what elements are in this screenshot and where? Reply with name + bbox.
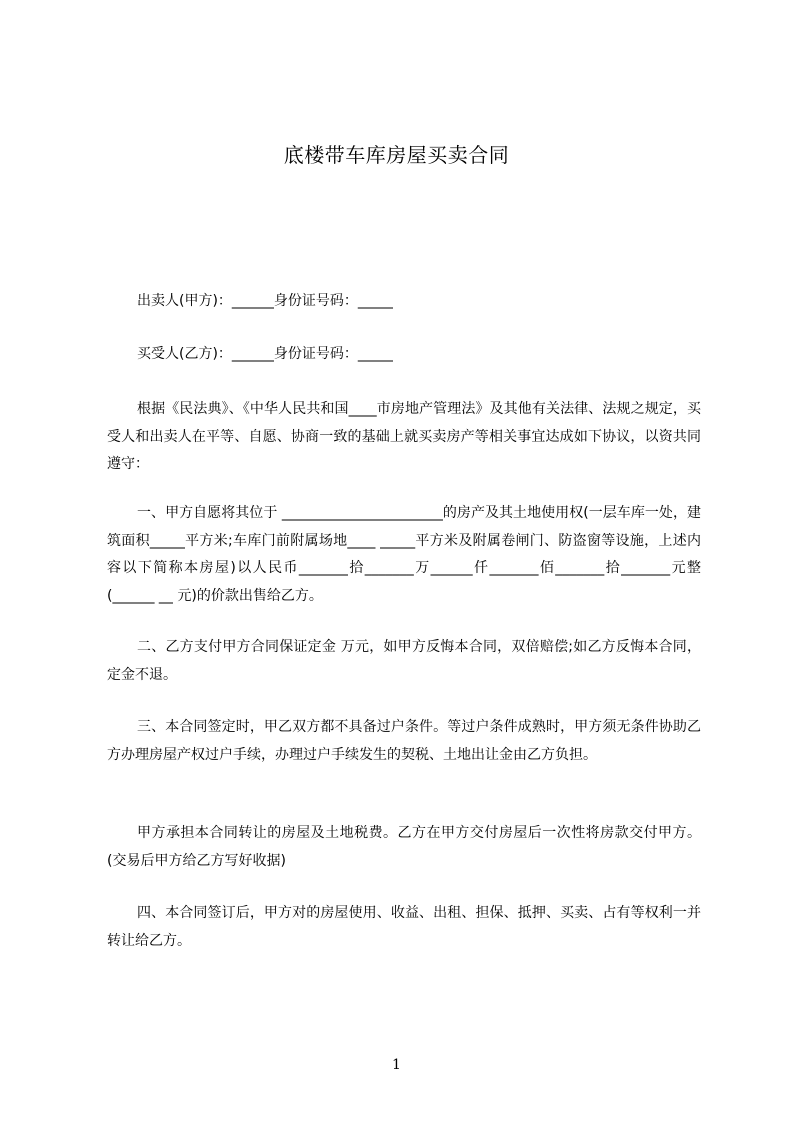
page-number: 1 <box>392 1057 401 1073</box>
tax-paragraph: 甲方承担本合同转让的房屋及土地税费。乙方在甲方交付房屋后一次性将房款交付甲方。(交易后甲方给乙方写好收据) <box>107 825 701 869</box>
preamble-paragraph: 根据《民法典》、《中华人民共和国____市房地产管理法》及其他有关法律、法规之规定，买受人和出卖人在平等、自愿、协商一致的基础上就买卖房产等相关事宜达成如下协议，以资共同遵守： <box>107 401 701 472</box>
clause-4-paragraph: 四、本合同签订后，甲方对的房屋使用、收益、出租、担保、抵押、买卖、占有等权利一并转让给乙方。 <box>107 905 701 949</box>
document-title: 底楼带车库房屋买卖合同 <box>283 143 510 167</box>
clause-3-paragraph: 三、本合同签定时，甲乙双方都不具备过户条件。等过户条件成熟时，甲方须无条件协助乙方办理房屋产权过户手续，办理过户手续发生的契税、土地出让金由乙方负担。 <box>107 719 701 763</box>
clause-1-paragraph: 一、甲方自愿将其位于 _______________________的房产及其土地使用权(一层车库一处，建筑面积_____平方米;车库门前附属场地____ _____平方米及附属卷闸门、防盗窗等设施，上述内容以下简称本房屋)以人民币_______拾_______万______仟_______佰_______拾_______元整(______ __ 元)的价款出售给乙方。 <box>107 505 701 604</box>
clause-2-paragraph: 二、乙方支付甲方合同保证定金 万元，如甲方反悔本合同，双倍赔偿;如乙方反悔本合同，定金不退。 <box>107 639 701 683</box>
seller-line: 出卖人(甲方)：______身份证号码：_____ <box>137 293 393 309</box>
buyer-line: 买受人(乙方)：______身份证号码：_____ <box>137 346 393 362</box>
